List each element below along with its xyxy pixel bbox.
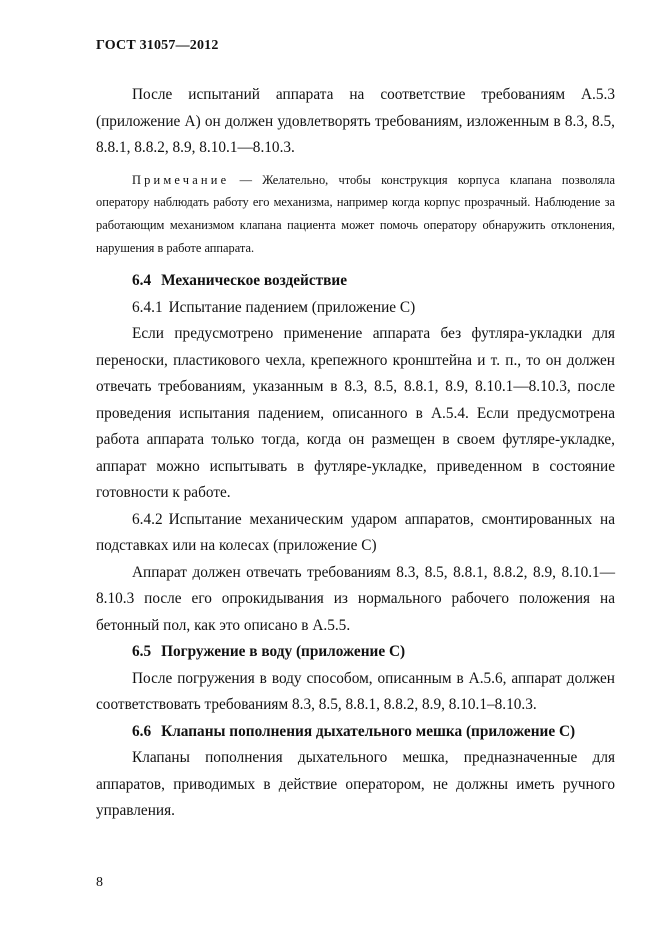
subsection-number: 6.4.2: [132, 510, 163, 528]
subsection-6-4-1-heading: [96, 295, 615, 322]
subsection-title: Испытание падением (приложение С): [168, 298, 416, 316]
section-title: Клапаны пополнения дыхательного мешка (приложение С): [161, 722, 576, 740]
subsection-number: 6.4.1: [132, 298, 163, 316]
section-6-6-heading: [96, 719, 615, 746]
section-title: Механическое воздействие: [161, 272, 348, 290]
page-content: [96, 82, 615, 825]
subsection-title: Испытание механическим ударом аппаратов, смонтированных на подставках или на колесах (приложение С): [96, 510, 615, 555]
note-paragraph: [96, 169, 615, 260]
subsection-6-4-2-text: Аппарат должен отвечать требованиям 8.3, 8.5, 8.8.1, 8.8.2, 8.9, 8.10.1—8.10.3 после его опрокидывания из нормального рабочего положения на бетонный пол, как это описано в А.5.5.: [96, 563, 615, 634]
section-number: 6.5: [132, 643, 152, 661]
document-header: ГОСТ 31057—2012: [96, 38, 219, 53]
page-number: 8: [96, 875, 103, 890]
section-number: 6.6: [132, 722, 152, 740]
subsection-6-4-1-text: Если предусмотрено применение аппарата без футляра-укладки для переноски, пластикового чехла, крепежного кронштейна и т. п., то он должен отвечать требованиям, указанным в 8.3, 8.5, 8.8.1, 8.9, 8.10.1—8.10.3, после проведения испытания падением, описанного в А.5.4. Если предусмотрена работа аппарата только тогда, когда он размещен в своем футляре-укладке, аппарат можно испытывать в футляре-укладке, приведенном в состояние готовности к работе.: [96, 325, 615, 502]
section-6-5-heading: [96, 639, 615, 666]
section-6-4-heading: [96, 268, 615, 295]
section-6-6-text: Клапаны пополнения дыхательного мешка, предназначенные для аппаратов, приводимых в действие оператором, не должны иметь ручного управления.: [96, 749, 615, 820]
section-title: Погружение в воду (приложение С): [161, 643, 406, 661]
section-number: 6.4: [132, 272, 152, 290]
note-text: — Желательно, чтобы конструкция корпуса клапана позволяла оператору наблюдать работу его механизма, например когда корпус прозрачный. Наблюдение за работающим механизмом клапана пациента может помочь оператору обнаружить отклонения, нарушения в работе аппарата.: [96, 172, 615, 255]
note-label: Примечание: [132, 172, 230, 187]
subsection-6-4-2-heading: [96, 507, 615, 560]
intro-paragraph: После испытаний аппарата на соответствие требованиям А.5.3 (приложение А) он должен удовлетворять требованиям, изложенным в 8.3, 8.5, 8.8.1, 8.8.2, 8.9, 8.10.1—8.10.3.: [96, 86, 615, 156]
section-6-5-text: После погружения в воду способом, описанным в А.5.6, аппарат должен соответствовать требованиям 8.3, 8.5, 8.8.1, 8.8.2, 8.9, 8.10.1–8.10.3.: [96, 669, 615, 714]
